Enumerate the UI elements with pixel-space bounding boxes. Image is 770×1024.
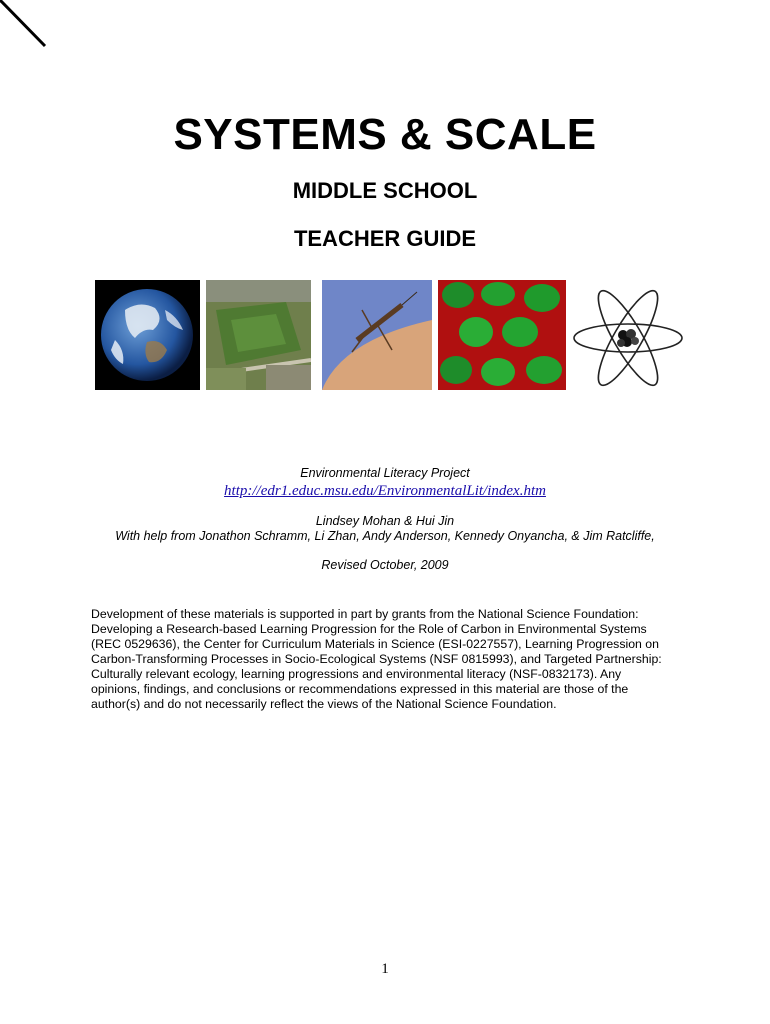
earth-image bbox=[95, 280, 200, 390]
funding-line: opinions, findings, and conclusions or recommendations expressed in this material are those of the bbox=[91, 682, 629, 696]
mosquito-image bbox=[322, 280, 432, 390]
funding-line: author(s) and do not necessarily reflect the views of the National Science Foundation. bbox=[91, 697, 557, 711]
funding-line: Developing a Research-based Learning Progression for the Role of Carbon in Environmental Systems bbox=[91, 622, 647, 636]
page-number: 1 bbox=[381, 961, 389, 977]
funding-statement bbox=[91, 607, 691, 712]
funding-line: (REC 0529636), the Center for Curriculum Materials in Science (ESI-0227557), Learning Progression on bbox=[91, 637, 659, 651]
project-url-link[interactable]: http://edr1.educ.msu.edu/EnvironmentalLit/index.htm bbox=[224, 483, 546, 499]
funding-line: Culturally relevant ecology, learning progressions and environmental literacy (NSF-0832173). Any bbox=[91, 667, 622, 681]
scale-images-strip bbox=[95, 280, 685, 390]
revision-date: Revised October, 2009 bbox=[321, 558, 449, 572]
aerial-field-image bbox=[206, 280, 311, 390]
document-subtitle-level: MIDDLE SCHOOL bbox=[292, 178, 478, 203]
cells-image bbox=[438, 280, 566, 390]
contributors-line: With help from Jonathon Schramm, Li Zhan, Andy Anderson, Kennedy Onyancha, & Jim Ratcliffe, bbox=[115, 529, 655, 543]
atom-image bbox=[571, 280, 685, 390]
document-title: SYSTEMS & SCALE bbox=[173, 110, 597, 159]
project-name: Environmental Literacy Project bbox=[300, 466, 470, 480]
funding-line: Development of these materials is supported in part by grants from the National Science Foundation: bbox=[91, 607, 639, 621]
document-subtitle-guide: TEACHER GUIDE bbox=[293, 226, 477, 251]
funding-line: Carbon-Transforming Processes in Socio-Ecological Systems (NSF 0815993), and Targeted Partnership: bbox=[91, 652, 662, 666]
authors-line: Lindsey Mohan & Hui Jin bbox=[315, 514, 455, 528]
corner-slash-mark bbox=[0, 0, 60, 60]
